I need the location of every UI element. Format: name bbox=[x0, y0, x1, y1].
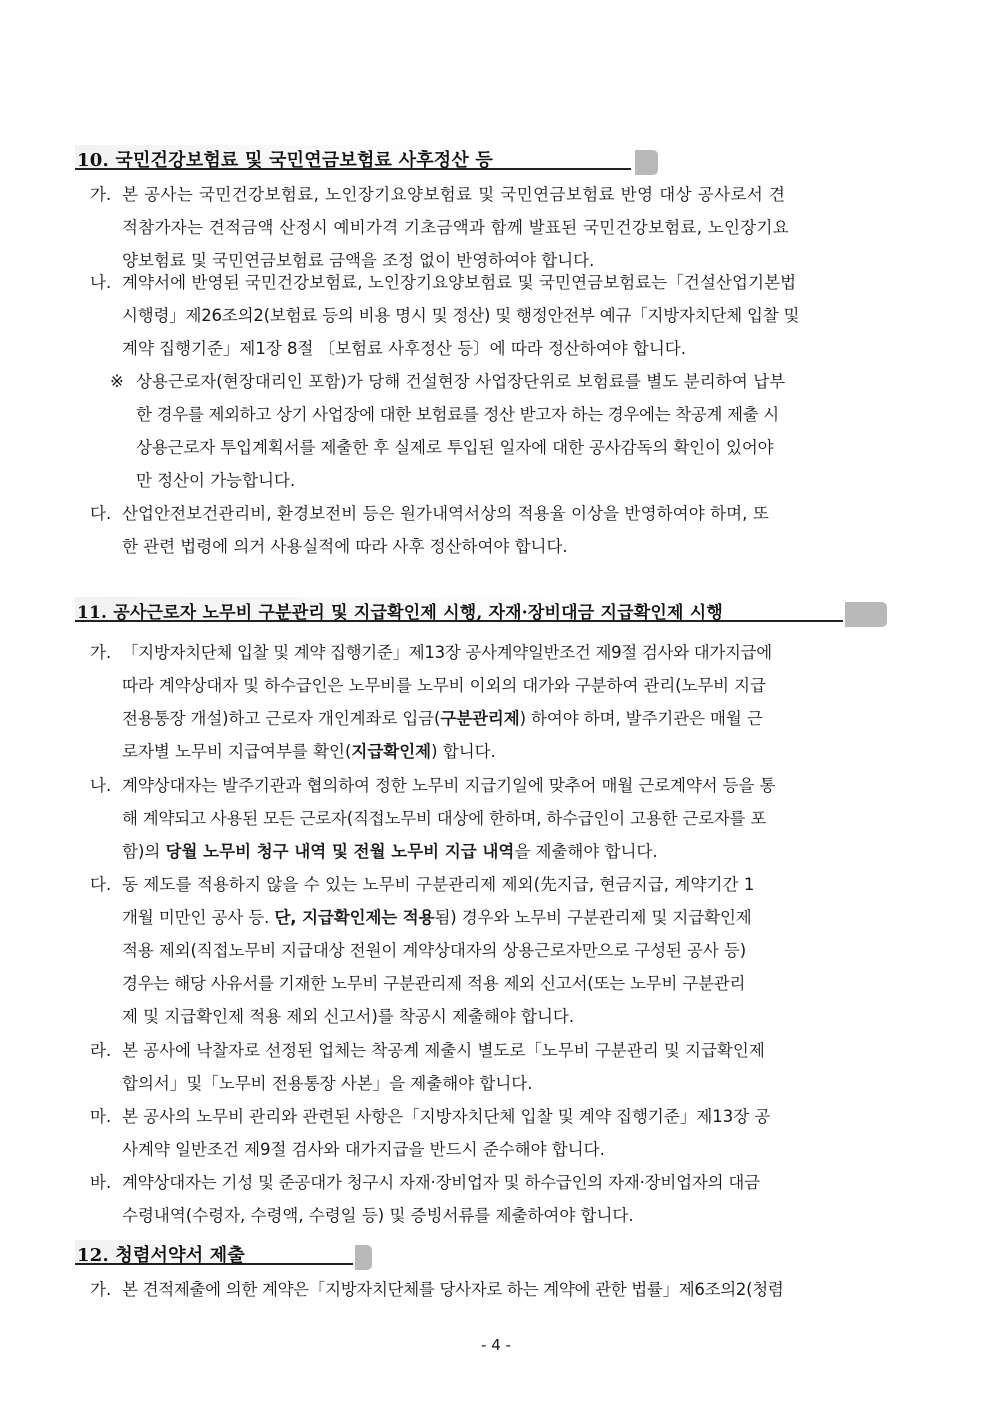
text-part: 함)의 bbox=[122, 842, 166, 861]
item-label: 다. bbox=[90, 504, 112, 523]
text-line: 해 계약되고 사용된 모든 근로자(직접노무비 대상에 한하며, 하수급인이 고용한 근로자를 포 bbox=[122, 809, 767, 828]
text-line: 합의서」및「노무비 전용통장 사본」을 제출해야 합니다. bbox=[122, 1074, 533, 1093]
text-line: 본 공사에 낙찰자로 선정된 업체는 착공계 제출시 별도로「노무비 구분관리 및 지급확인제 bbox=[122, 1041, 765, 1060]
item-label: 나. bbox=[90, 776, 112, 795]
text-line: 상용근로자 투입계획서를 제출한 후 실제로 투입된 일자에 대한 공사감독의 확인이 있어야 bbox=[136, 438, 774, 457]
section-11-item-na bbox=[90, 769, 922, 868]
heading-shadow bbox=[845, 602, 887, 627]
text-line: 적용 제외(직접노무비 지급대상 전원이 계약상대자의 상용근로자만으로 구성된 공사 등) bbox=[122, 941, 747, 960]
text-line bbox=[122, 702, 922, 735]
item-label: 라. bbox=[90, 1041, 112, 1060]
bold-term: 당월 노무비 청구 내역 및 전월 노무비 지급 내역 bbox=[165, 842, 515, 861]
text-line: 계약 집행기준」제1장 8절 〔보험료 사후정산 등〕에 따라 정산하여야 합니다. bbox=[122, 339, 686, 358]
text-part: 을 제출해야 합니다. bbox=[514, 842, 658, 861]
text-line: 한 관련 법령에 의거 사용실적에 따라 사후 정산하여야 합니다. bbox=[122, 537, 568, 556]
section-10-note bbox=[110, 365, 922, 497]
text-line: 본 견적제출에 의한 계약은「지방자치단체를 당사자로 하는 계약에 관한 법률」제6조의2(청렴 bbox=[122, 1280, 784, 1299]
text-line bbox=[122, 735, 922, 768]
text-line: 산업안전보건관리비, 환경보전비 등은 원가내역서상의 적용율 이상을 반영하여야 하며, 또 bbox=[122, 504, 769, 523]
text-line: 계약상대자는 기성 및 준공대가 청구시 자재·장비업자 및 하수급인의 자재·장비업자의 대금 bbox=[122, 1173, 760, 1192]
text-line: 수령내역(수령자, 수령액, 수령일 등) 및 증빙서류를 제출하여야 합니다. bbox=[122, 1206, 634, 1225]
text-line: 동 제도를 적용하지 않을 수 있는 노무비 구분관리제 제외(先지급, 현금지급, 계약기간 1 bbox=[122, 875, 755, 894]
text-line: 적참가자는 견적금액 산정시 예비가격 기초금액과 함께 발표된 국민건강보험료, 노인장기요 bbox=[122, 218, 789, 237]
item-label: 가. bbox=[90, 185, 112, 204]
section-10-item-ga bbox=[90, 178, 922, 277]
section-10-item-da bbox=[90, 497, 922, 563]
item-label: 나. bbox=[90, 273, 112, 292]
section-11-item-ba bbox=[90, 1166, 922, 1232]
text-line: 「지방자치단체 입찰 및 계약 집행기준」제13장 공사계약일반조건 제9절 검사와 대가지급에 bbox=[122, 643, 772, 662]
text-part: 전용통장 개설)하고 근로자 개인계좌로 입금( bbox=[122, 709, 441, 728]
section-10-item-na bbox=[90, 266, 922, 365]
text-line: 제 및 지급확인제 적용 제외 신고서)를 착공시 제출해야 합니다. bbox=[122, 1007, 575, 1026]
text-line: 본 공사는 국민건강보험료, 노인장기요양보험료 및 국민연금보험료 반영 대상 공사로서 견 bbox=[122, 185, 786, 204]
text-line: 한 경우를 제외하고 상기 사업장에 대한 보험료를 정산 받고자 하는 경우에는 착공계 제출 시 bbox=[136, 405, 779, 424]
item-label: 가. bbox=[90, 1280, 112, 1299]
bold-term: 지급확인제 bbox=[351, 742, 432, 761]
section-11-title: 11. 공사근로자 노무비 구분관리 및 지급확인제 시행, 자재·장비대금 지급확인제 시행 bbox=[77, 603, 724, 623]
section-12-item-ga bbox=[90, 1273, 922, 1306]
text-line bbox=[122, 835, 922, 868]
bold-term: 구분관리제 bbox=[440, 709, 520, 728]
item-label: 마. bbox=[90, 1107, 112, 1126]
text-line: 양보험료 및 국민연금보험료 금액을 조정 없이 반영하여야 합니다. bbox=[122, 251, 595, 270]
note-mark: ※ bbox=[110, 372, 124, 391]
text-part: ) 합니다. bbox=[431, 742, 496, 761]
text-line bbox=[122, 901, 922, 934]
section-11-item-da bbox=[90, 868, 922, 1033]
section-11-item-ga bbox=[90, 636, 922, 768]
text-part: ) 하여야 하며, 발주기관은 매월 근 bbox=[519, 709, 763, 728]
item-label: 가. bbox=[90, 643, 112, 662]
section-10-title: 10. 국민건강보험료 및 국민연금보험료 사후정산 등 bbox=[77, 150, 494, 171]
item-label: 다. bbox=[90, 875, 112, 894]
text-line: 사계약 일반조건 제9절 검사와 대가지급을 반드시 준수해야 합니다. bbox=[122, 1140, 605, 1159]
text-line: 따라 계약상대자 및 하수급인은 노무비를 노무비 이외의 대가와 구분하여 관리(노무비 지급 bbox=[122, 676, 766, 695]
bold-term: 단, 지급확인제는 적용 bbox=[274, 908, 435, 927]
text-part: 개월 미만인 공사 등. bbox=[122, 908, 275, 927]
page-number: - 4 - bbox=[481, 1336, 511, 1354]
section-12-heading bbox=[75, 1240, 372, 1270]
text-line: 시행령」제26조의2(보험료 등의 비용 명시 및 정산) 및 행정안전부 예규「지방자치단체 입찰 및 bbox=[122, 306, 800, 325]
section-11-item-ra bbox=[90, 1034, 922, 1100]
text-line: 상용근로자(현장대리인 포함)가 당해 건설현장 사업장단위로 보험료를 별도 분리하여 납부 bbox=[136, 372, 786, 391]
item-label: 바. bbox=[90, 1173, 112, 1192]
text-line: 계약서에 반영된 국민건강보험료, 노인장기요양보험료 및 국민연금보험료는「건설산업기본법 bbox=[122, 273, 797, 292]
section-10-heading bbox=[75, 145, 658, 175]
heading-shadow bbox=[635, 150, 658, 175]
section-11-item-ma bbox=[90, 1100, 922, 1166]
text-part: 로자별 노무비 지급여부를 확인( bbox=[122, 742, 352, 761]
text-line: 본 공사의 노무비 관리와 관련된 사항은「지방자치단체 입찰 및 계약 집행기준」제13장 공 bbox=[122, 1107, 771, 1126]
text-line: 경우는 해당 사유서를 기재한 노무비 구분관리제 적용 제외 신고서(또는 노무비 구분관리 bbox=[122, 974, 746, 993]
section-11-heading bbox=[75, 597, 887, 627]
text-line: 계약상대자는 발주기관과 협의하여 정한 노무비 지급기일에 맞추어 매월 근로계약서 등을 통 bbox=[122, 776, 776, 795]
text-part: 됨) 경우와 노무비 구분관리제 및 지급확인제 bbox=[434, 908, 752, 927]
heading-shadow bbox=[355, 1245, 372, 1270]
section-12-title: 12. 청렴서약서 제출 bbox=[77, 1245, 245, 1266]
text-line: 만 정산이 가능합니다. bbox=[136, 471, 296, 490]
